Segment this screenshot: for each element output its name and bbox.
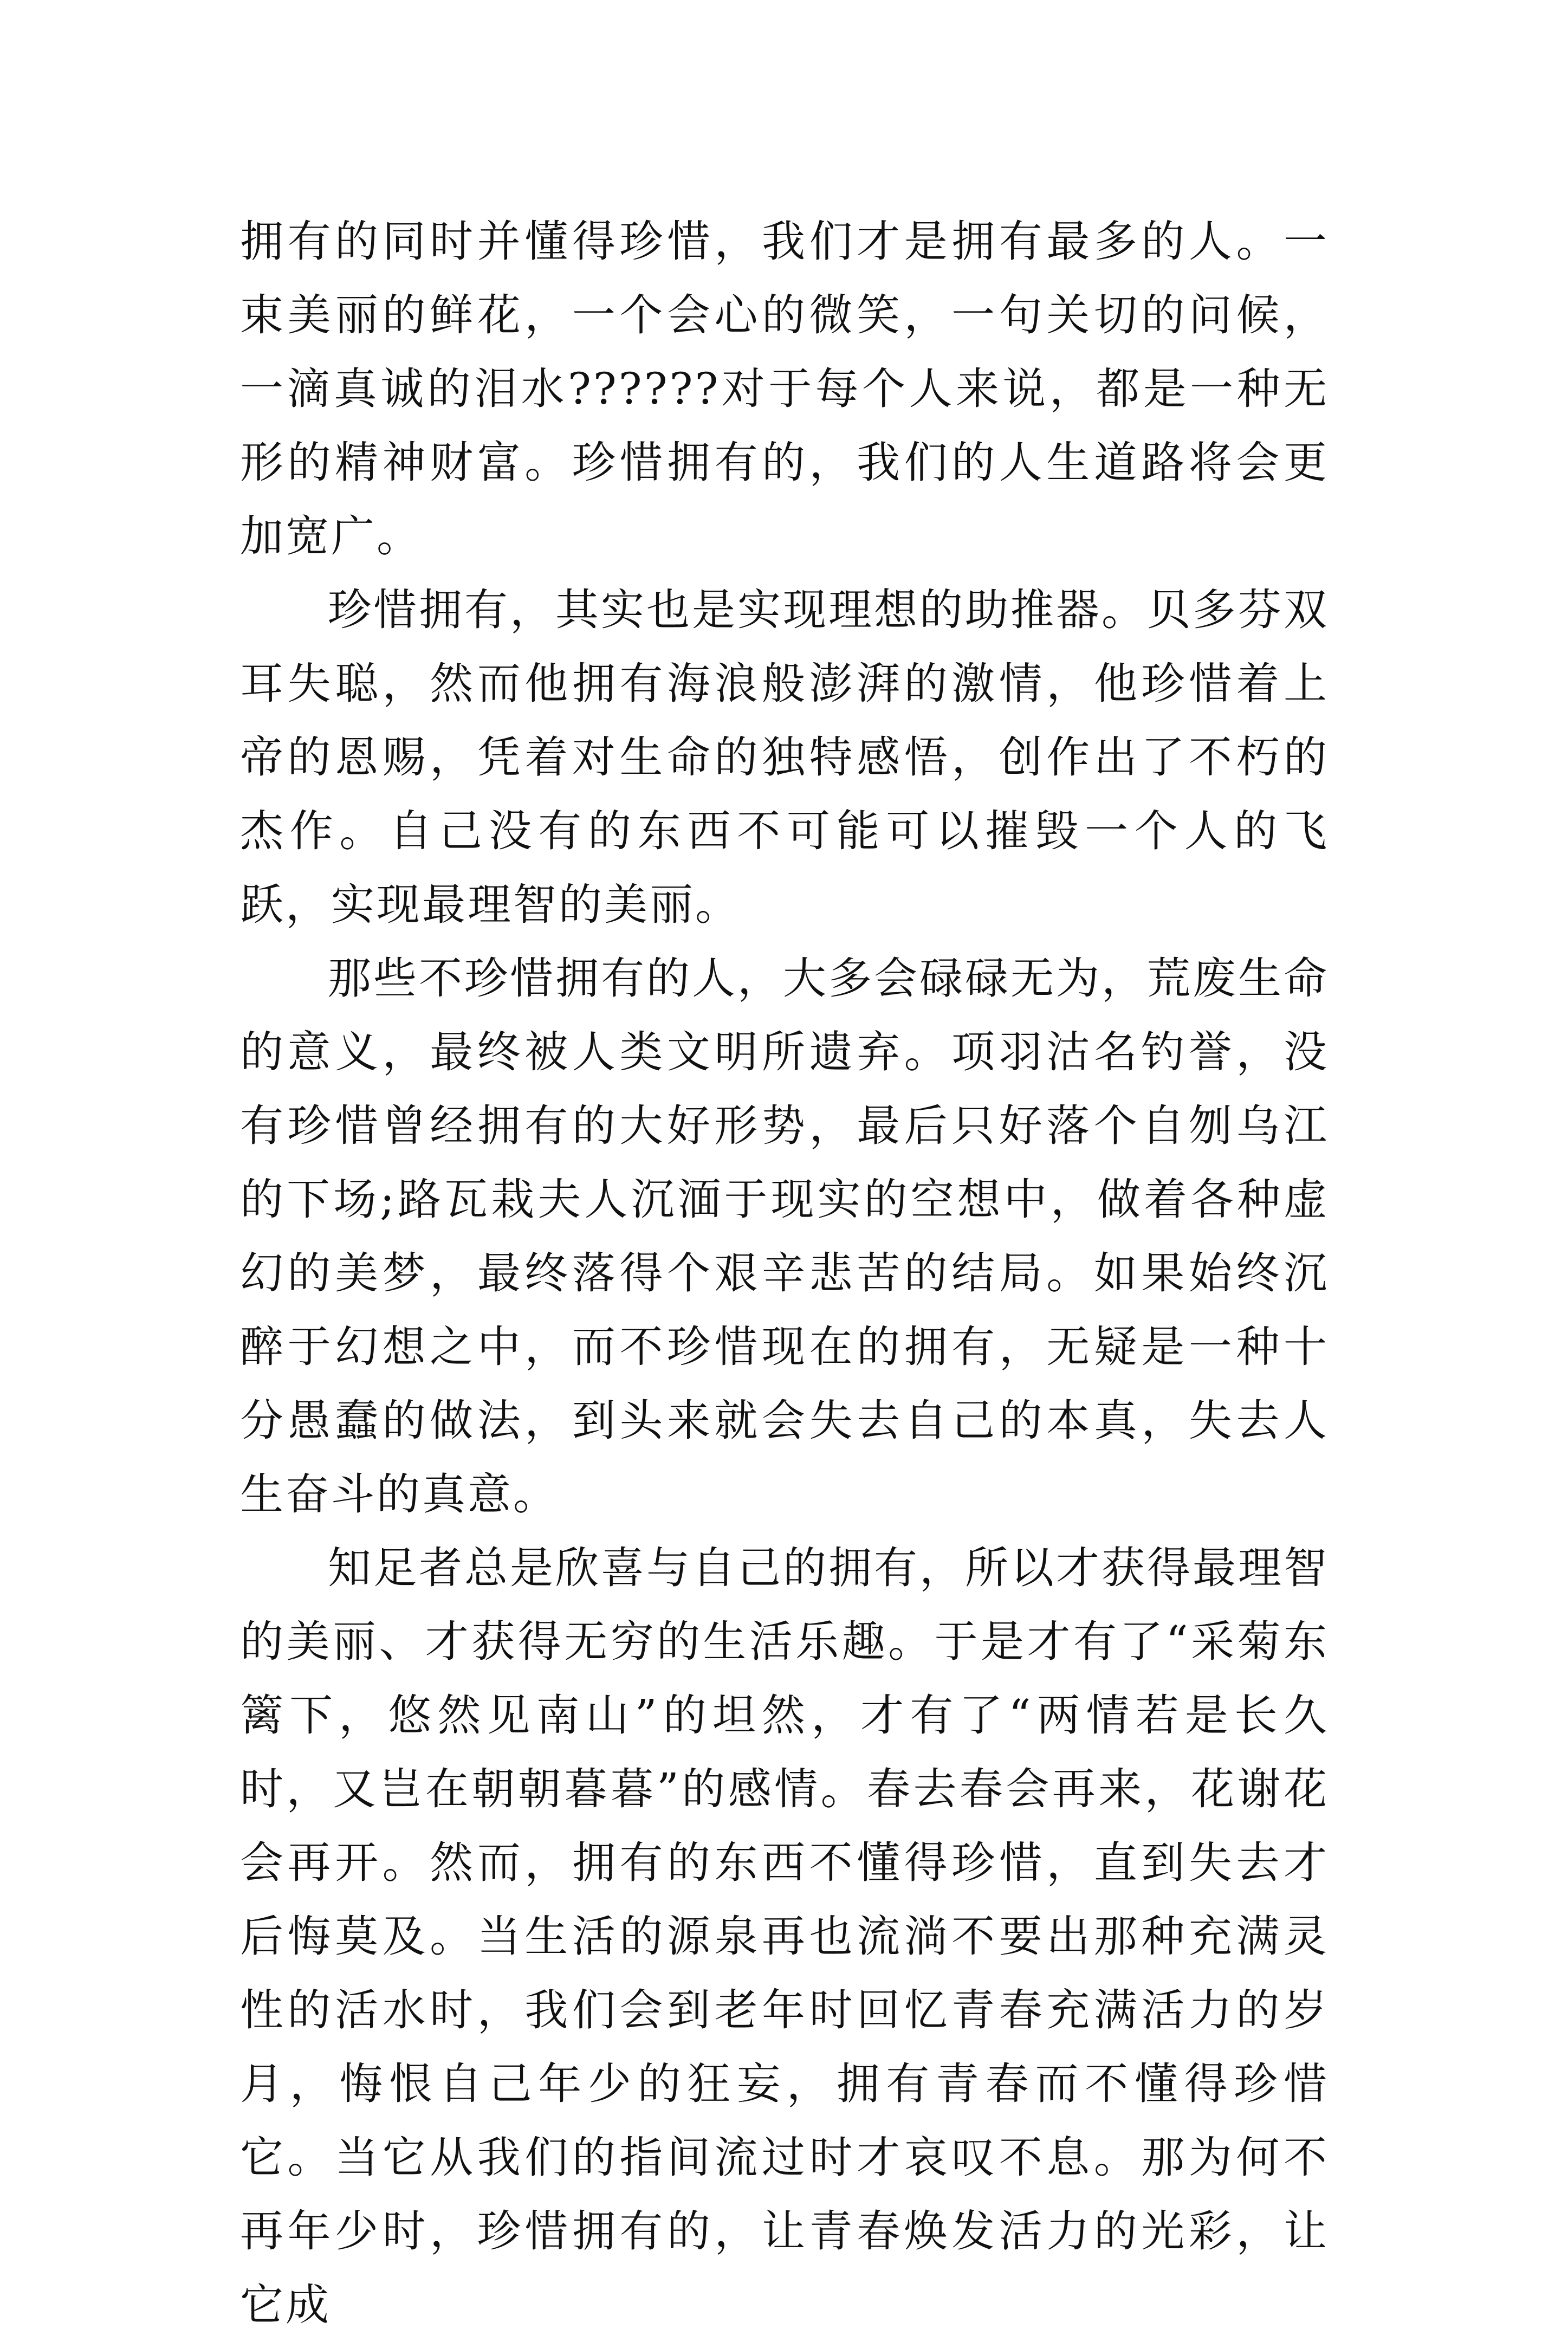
paragraph-4: 知足者总是欣喜与自己的拥有，所以才获得最理智的美丽、才获得无穷的生活乐趣。于是才有了“采菊东篱下，悠然见南山”的坦然，才有了“两情若是长久时，又岂在朝朝暮暮”的感情。春去春会再来，花谢花会再开。然而，拥有的东西不懂得珍惜，直到失去才后悔莫及。当生活的源泉再也流淌不要出那种充满灵性的活水时，我们会到老年时回忆青春充满活力的岁月，悔恨自己年少的狂妄，拥有青春而不懂得珍惜它。当它从我们的指间流过时才哀叹不息。那为何不再年少时，珍惜拥有的，让青春焕发活力的光彩，让它成 xyxy=(240,1543,1329,2330)
paragraph-1: 拥有的同时并懂得珍惜，我们才是拥有最多的人。一束美丽的鲜花，一个会心的微笑，一句关切的问候，一滴真诚的泪水??????对于每个人来说，都是一种无形的精神财富。珍惜拥有的，我们的人生道路将会更加宽广。 xyxy=(240,216,1329,561)
paragraph-3: 那些不珍惜拥有的人，大多会碌碌无为，荒废生命的意义，最终被人类文明所遗弃。项羽沽名钓誉，没有珍惜曾经拥有的大好形势，最后只好落个自刎乌江的下场;路瓦栽夫人沉湎于现实的空想中，做着各种虚幻的美梦，最终落得个艰辛悲苦的结局。如果始终沉醉于幻想之中，而不珍惜现在的拥有，无疑是一种十分愚蠢的做法，到头来就会失去自己的本真，失去人生奋斗的真意。 xyxy=(240,953,1329,1519)
paragraph-2: 珍惜拥有，其实也是实现理想的助推器。贝多芬双耳失聪，然而他拥有海浪般澎湃的激情，他珍惜着上帝的恩赐，凭着对生命的独特感悟，创作出了不朽的杰作。自己没有的东西不可能可以摧毁一个人的飞跃，实现最理智的美丽。 xyxy=(240,585,1329,930)
document-body xyxy=(240,205,1329,2342)
